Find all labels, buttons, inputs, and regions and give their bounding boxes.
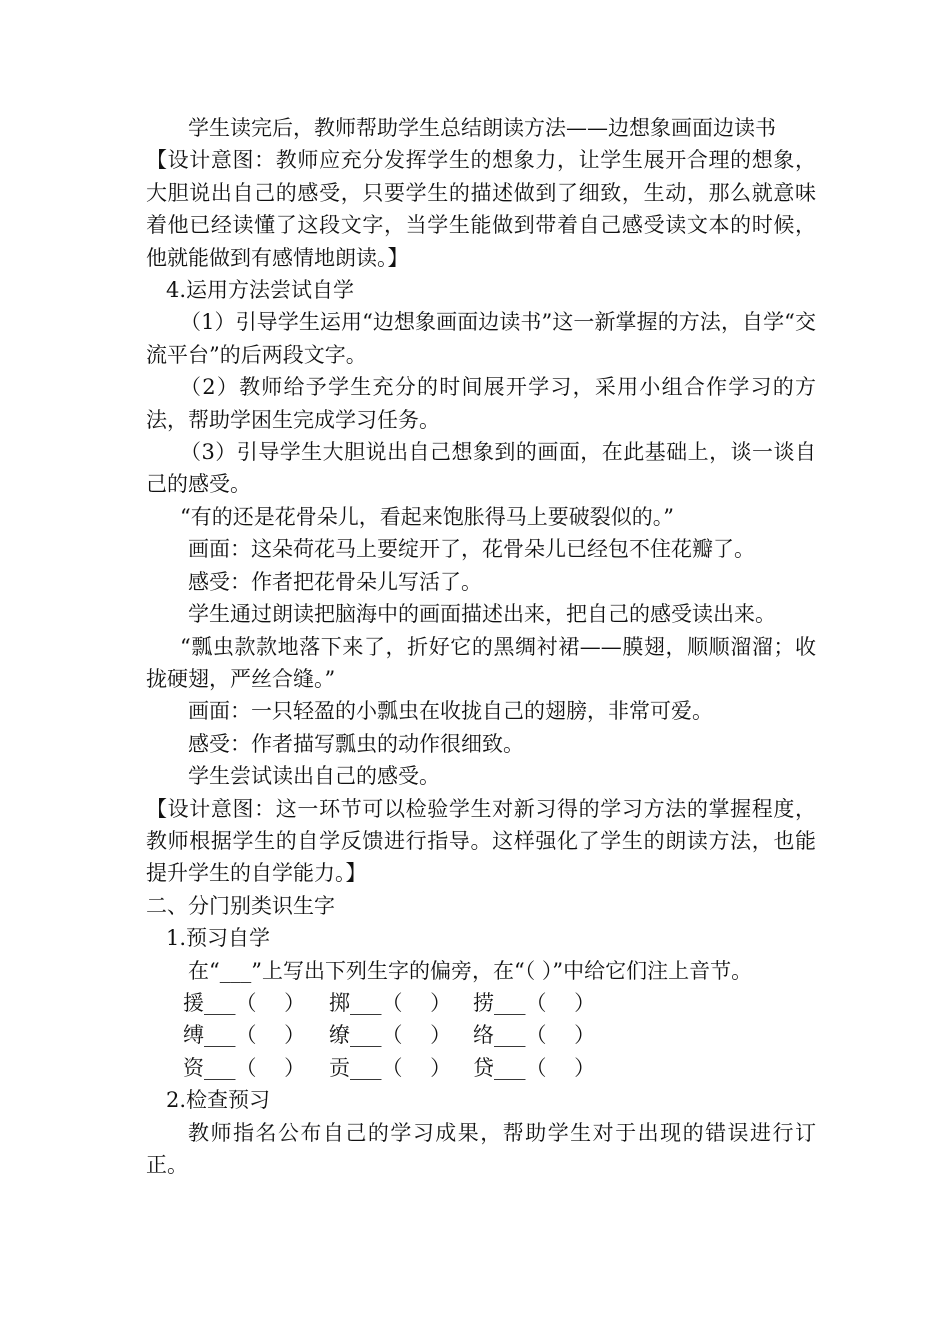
paragraph-step-2: （2）教师给予学生充分的时间展开学习，采用小组合作学习的方法，帮助学困生完成学习任务。: [146, 375, 816, 432]
paragraph-feeling-ladybug: 感受：作者描写瓢虫的动作很细致。: [188, 731, 524, 756]
paragraph-image-ladybug: 画面：一只轻盈的小瓢虫在收拢自己的翅膀，非常可爱。: [188, 699, 713, 724]
exercise-cell: 贡___（ ）: [329, 1055, 452, 1080]
character-exercise-grid: [146, 987, 816, 1084]
grid-row: [183, 1052, 816, 1084]
quote-ladybug: “瓢虫款款地落下来了，折好它的黑绸衬裙——膜翅，顺顺溜溜；收拢硬翅，严丝合缝。”: [146, 634, 816, 691]
paragraph-teacher-correction: 教师指名公布自己的学习成果，帮助学生对于出现的错误进行订正。: [146, 1120, 816, 1177]
paragraph-instructions: 在“___”上写出下列生字的偏旁，在“（ ）”中给它们注上音节。: [188, 958, 753, 983]
exercise-cell: 缚___（ ）: [183, 1023, 306, 1048]
exercise-cell: 掷___（ ）: [329, 990, 452, 1015]
exercise-cell: 贷___（ ）: [473, 1055, 596, 1080]
exercise-cell: 络___（ ）: [473, 1023, 596, 1048]
exercise-cell: 资___（ ）: [183, 1055, 306, 1080]
paragraph-design-intent-1: 【设计意图：教师应充分发挥学生的想象力，让学生展开合理的想象，大胆说出自己的感受，只要学生的描述做到了细致，生动，那么就意味着他已经读懂了这段文字，当学生能做到带着自己感受读文本的时候，他就能做到有感情地朗读。】: [146, 148, 816, 270]
paragraph-step-1: （1）引导学生运用“边想象画面边读书”这一新掌握的方法，自学“交流平台”的后两段文字。: [146, 310, 816, 367]
paragraph-step-3: （3）引导学生大胆说出自己想象到的画面，在此基础上，谈一谈自己的感受。: [146, 440, 816, 497]
paragraph-design-intent-2: 【设计意图：这一环节可以检验学生对新习得的学习方法的掌握程度，教师根据学生的自学反馈进行指导。这样强化了学生的朗读方法，也能提升学生的自学能力。】: [146, 796, 816, 886]
heading-preview-study: 1.预习自学: [166, 926, 271, 951]
grid-row: [183, 987, 816, 1019]
exercise-cell: 缭___（ ）: [329, 1023, 452, 1048]
paragraph-image-lotus: 画面：这朵荷花马上要绽开了，花骨朵儿已经包不住花瓣了。: [188, 537, 755, 562]
section-heading-characters: 二、分门别类识生字: [146, 893, 335, 918]
paragraph-feeling-lotus: 感受：作者把花骨朵儿写活了。: [188, 569, 482, 594]
exercise-cell: 援___（ ）: [183, 990, 306, 1015]
heading-apply-method: 4.运用方法尝试自学: [166, 278, 355, 303]
paragraph-student-reading: 学生通过朗读把脑海中的画面描述出来，把自己的感受读出来。: [188, 602, 776, 627]
paragraph-student-try: 学生尝试读出自己的感受。: [188, 764, 440, 789]
quote-lotus: “有的还是花骨朵儿，看起来饱胀得马上要破裂似的。”: [180, 504, 674, 529]
paragraph-reading-method: 学生读完后，教师帮助学生总结朗读方法——边想象画面边读书: [188, 116, 776, 140]
grid-row: [183, 1019, 816, 1051]
heading-check-preview: 2.检查预习: [166, 1088, 271, 1113]
exercise-cell: 捞___（ ）: [473, 990, 596, 1015]
document-page: [146, 112, 816, 1181]
